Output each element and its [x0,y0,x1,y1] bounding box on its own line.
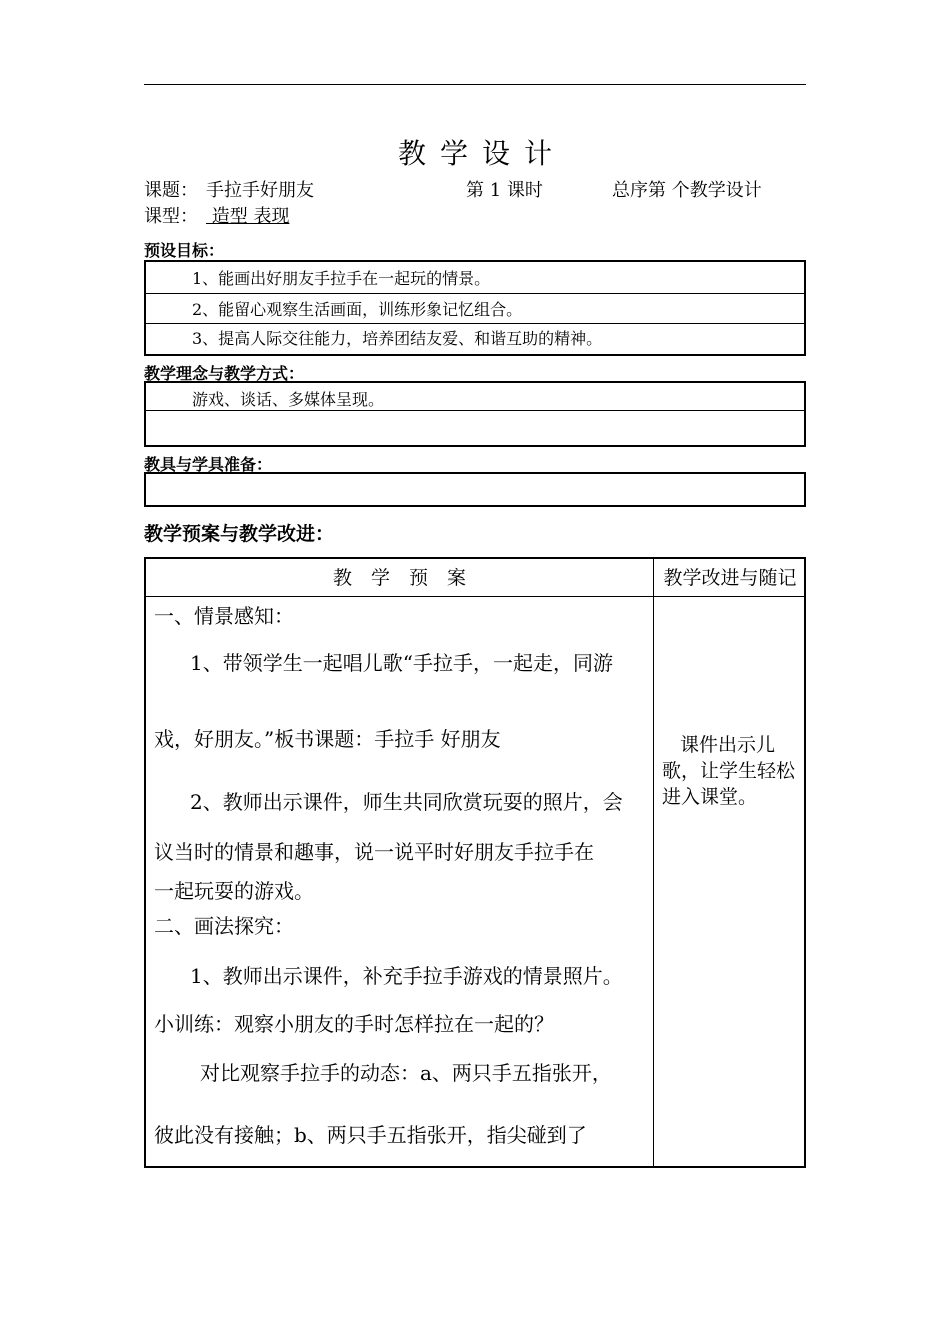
type-label: 课型： [144,206,198,227]
plan-line: 小训练：观察小朋友的手时怎样拉在一起的？ [154,1012,554,1036]
plan-column-divider [653,559,654,1166]
plan-line: 议当时的情景和趣事，说一说平时好朋友手拉手在 [154,840,594,864]
plan-col-header-main: 教 学 预 案 [332,567,466,589]
philosophy-content: 游戏、谈话、多媒体呈现。 [192,390,385,409]
plan-line: 1、带领学生一起唱儿歌“手拉手，一起走，同游 [190,651,613,675]
goals-divider [146,323,804,324]
page-title: 教学设计 [397,137,566,170]
goals-box [144,260,806,356]
plan-line: 对比观察手拉手的动态：a、两只手五指张开， [200,1061,612,1085]
tools-heading: 教具与学具准备： [144,455,273,474]
plan-line: 戏，好朋友。”板书课题：手拉手 好朋友 [154,727,501,751]
goal-item: 1、能画出好朋友手拉手在一起玩的情景。 [192,269,491,288]
lesson-number: 第 1 课时 [466,180,543,201]
sequence-number: 总序第 个教学设计 [612,180,762,201]
topic-value: 手拉手好朋友 [206,180,314,201]
topic-label: 课题： [144,180,198,201]
goal-item: 3、提高人际交往能力，培养团结友爱、和谐互助的精神。 [192,329,603,348]
plan-line: 二、画法探究： [154,914,294,938]
plan-note: 课件出示儿歌，让学生轻松进入课堂。 [662,734,796,808]
philosophy-box [144,381,806,447]
plan-line: 2、教师出示课件，师生共同欣赏玩耍的照片，会 [190,790,623,814]
plan-line: 一起玩耍的游戏。 [154,879,314,903]
tools-box [144,472,806,507]
header-rule [144,84,806,85]
plan-line: 1、教师出示课件，补充手拉手游戏的情景照片。 [190,964,623,988]
philosophy-heading: 教学理念与教学方式： [144,364,305,383]
type-value: 造型 表现 [206,206,290,227]
goal-item: 2、能留心观察生活画面，训练形象记忆组合。 [192,300,523,319]
philosophy-divider [146,410,804,411]
plan-header-divider [146,596,804,597]
plan-line: 彼此没有接触；b、两只手五指张开，指尖碰到了 [154,1123,587,1147]
plan-col-header-notes: 教学改进与随记 [663,567,797,589]
goals-heading: 预设目标： [144,241,225,260]
goals-divider [146,293,804,294]
plan-heading: 教学预案与教学改进： [144,523,335,545]
plan-line: 一、情景感知： [154,604,294,628]
plan-table [144,557,806,1168]
